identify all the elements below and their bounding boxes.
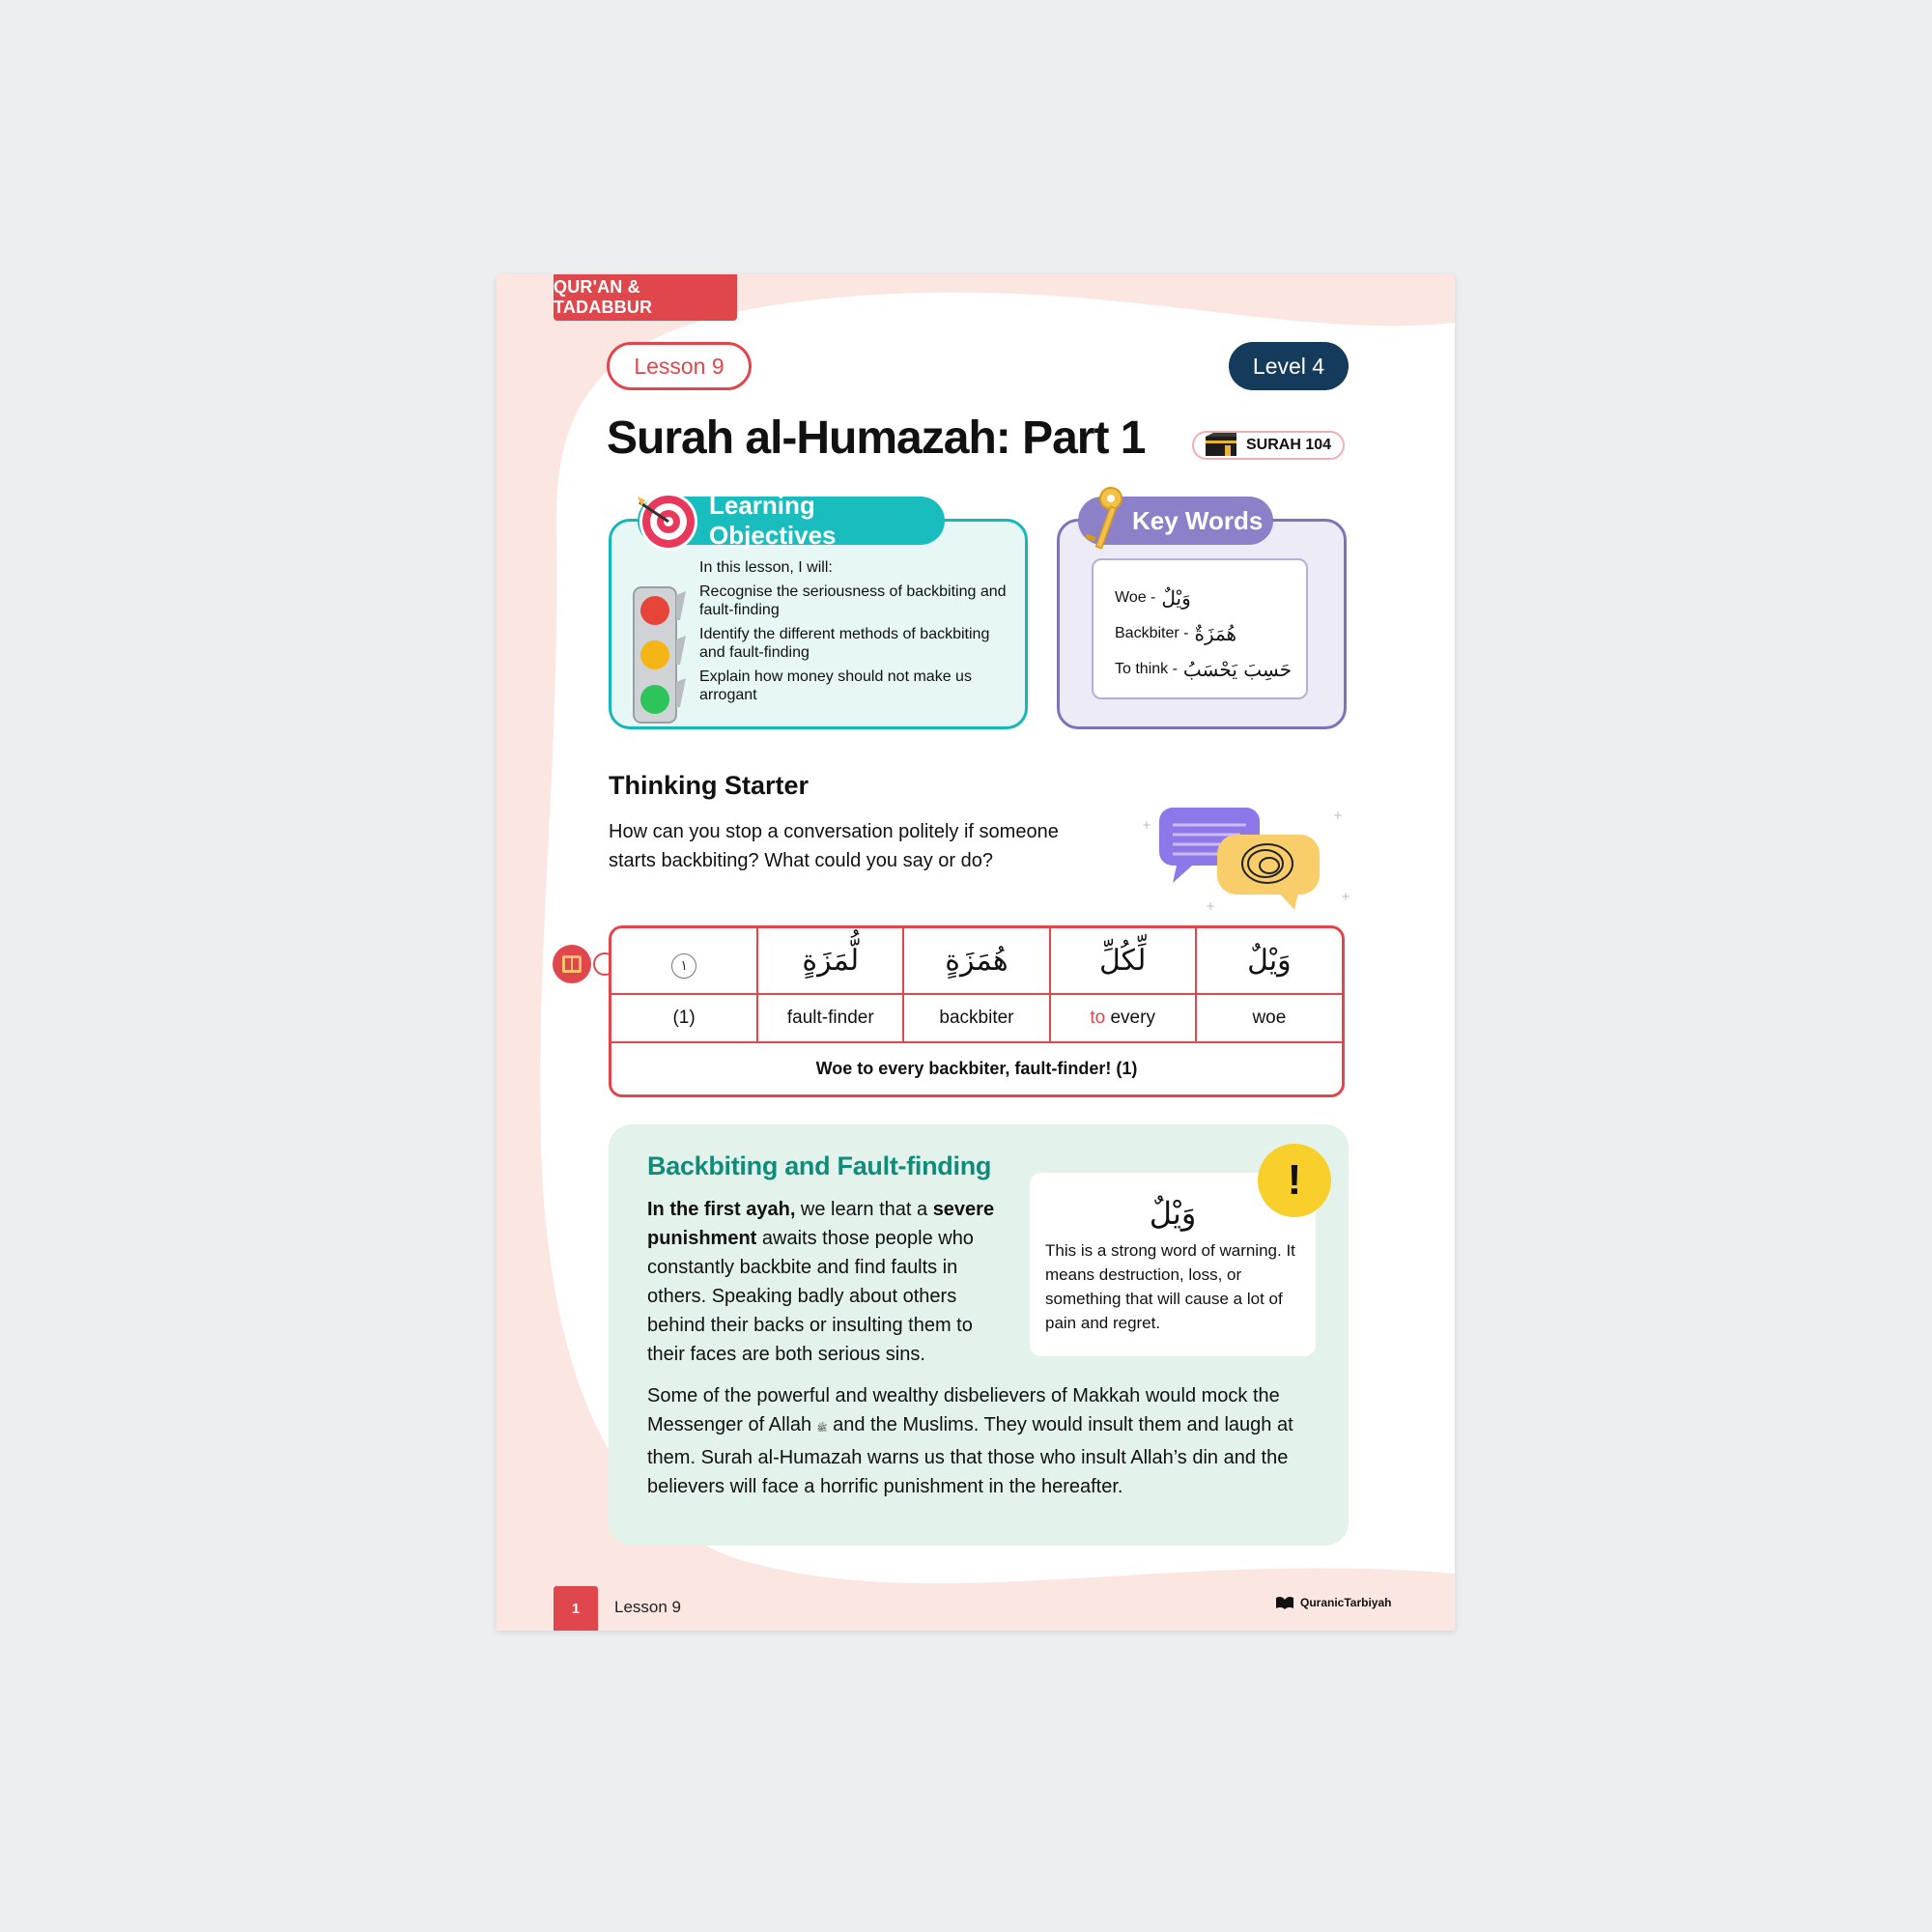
- english-word-cell: (1): [611, 994, 757, 1042]
- english-word-cell: woe: [1196, 994, 1342, 1042]
- arabic-word-cell: وَيْلٌ: [1196, 928, 1342, 994]
- brand-name: QuranicTarbiyah: [1300, 1596, 1392, 1609]
- english-word: every: [1110, 1008, 1155, 1028]
- key-icon: [1074, 485, 1126, 554]
- quran-icon: [553, 945, 591, 983]
- key-word-english: To think -: [1115, 660, 1178, 677]
- svg-text:+: +: [1341, 890, 1351, 903]
- key-word-english: Woe -: [1115, 588, 1156, 606]
- salutation: ﷺ: [816, 1424, 828, 1434]
- svg-text:+: +: [1142, 818, 1152, 832]
- bold-text: severe punishment: [647, 1199, 995, 1249]
- ayah-word-table: [609, 925, 1345, 1097]
- key-word-row: [1115, 580, 1306, 615]
- preposition-to: to: [1090, 1008, 1106, 1028]
- ayah-translation: Woe to every backbiter, fault-finder! (1): [611, 1042, 1342, 1094]
- open-book-icon: [560, 953, 583, 975]
- learning-objectives-text: [699, 558, 1009, 710]
- objective-item: Recognise the seriousness of backbiting and fault-finding: [699, 583, 1007, 618]
- backbiting-paragraph-2: [647, 1381, 1304, 1501]
- brand-book-icon: [1275, 1596, 1294, 1609]
- thinking-starter-text: How can you stop a conversation politely if someone starts backbiting? What could you say or do?: [609, 821, 1059, 871]
- body-text: awaits those people who constantly backbite and find faults in others. Speaking badly about others behind their backs or insulting them to their faces are both serious sins.: [647, 1228, 974, 1365]
- key-word-english: Backbiter -: [1115, 624, 1189, 641]
- page-number: 1: [554, 1586, 598, 1631]
- traffic-light-icon: [632, 582, 690, 726]
- body-text: and the Muslims. They would insult them and laugh at them. Surah al-Humazah warns us that those who insult Allah’s din and the believers will face a horrific punishment in the hereafter.: [647, 1414, 1293, 1497]
- bold-text: In the first ayah,: [647, 1199, 796, 1220]
- kaaba-icon: [1204, 433, 1238, 458]
- objectives-intro: In this lesson, I will:: [699, 559, 833, 576]
- english-word-cell: fault-finder: [757, 994, 903, 1042]
- surah-badge: [1192, 431, 1345, 460]
- backbiting-paragraph-1: [647, 1195, 1014, 1369]
- objective-item: Explain how money should not make us arrogant: [699, 668, 972, 703]
- warning-arabic-word: وَيْلٌ: [1149, 1195, 1197, 1232]
- ayah-number-cell: [611, 928, 757, 994]
- ayah-number-marker: ١: [671, 953, 696, 979]
- key-word-row: [1115, 615, 1306, 651]
- key-words-heading: Key Words: [1078, 497, 1273, 545]
- brand-logo: [1275, 1596, 1391, 1609]
- subject-tab: QUR'AN & TADABBUR: [554, 274, 737, 321]
- arabic-word-cell: لِّكُلِّ: [1050, 928, 1196, 994]
- body-text: we learn that a: [795, 1199, 933, 1220]
- exclamation-icon: !: [1258, 1144, 1331, 1217]
- key-words-list: [1092, 558, 1308, 699]
- thinking-starter-heading: Thinking Starter: [609, 771, 810, 800]
- worksheet-page: [497, 274, 1455, 1631]
- arabic-word-cell: لُّمَزَةٍ: [757, 928, 903, 994]
- surah-badge-label: SURAH 104: [1246, 437, 1332, 453]
- english-word-cell: [1050, 994, 1196, 1042]
- speech-bubbles-icon: [1134, 796, 1366, 931]
- level-pill: Level 4: [1229, 342, 1349, 390]
- key-word-arabic: حَسِبَ يَحْسَبُ: [1182, 657, 1293, 681]
- warning-text: This is a strong word of warning. It means destruction, loss, or something that will cause a lot of pain and regret.: [1045, 1241, 1295, 1332]
- lesson-pill: Lesson 9: [607, 342, 752, 390]
- arabic-word-cell: هُمَزَةٍ: [903, 928, 1049, 994]
- body-text: Some of the powerful and wealthy disbelievers of Makkah would mock the Messenger of Allah: [647, 1385, 1280, 1435]
- learning-objectives-heading: Learning Objectives: [638, 497, 945, 545]
- svg-text:+: +: [1206, 899, 1216, 913]
- english-word-cell: backbiter: [903, 994, 1049, 1042]
- svg-text:+: +: [1333, 809, 1344, 822]
- key-word-arabic: هُمَزَةٌ: [1194, 621, 1237, 645]
- footer-lesson: Lesson 9: [614, 1598, 681, 1616]
- objective-item: Identify the different methods of backbiting and fault-finding: [699, 626, 990, 661]
- key-word-arabic: وَيْلٌ: [1161, 585, 1191, 610]
- target-icon: [634, 489, 697, 553]
- page-title: Surah al-Humazah: Part 1: [607, 412, 1146, 464]
- key-word-row: [1115, 651, 1306, 687]
- backbiting-heading: Backbiting and Fault-finding: [647, 1151, 992, 1180]
